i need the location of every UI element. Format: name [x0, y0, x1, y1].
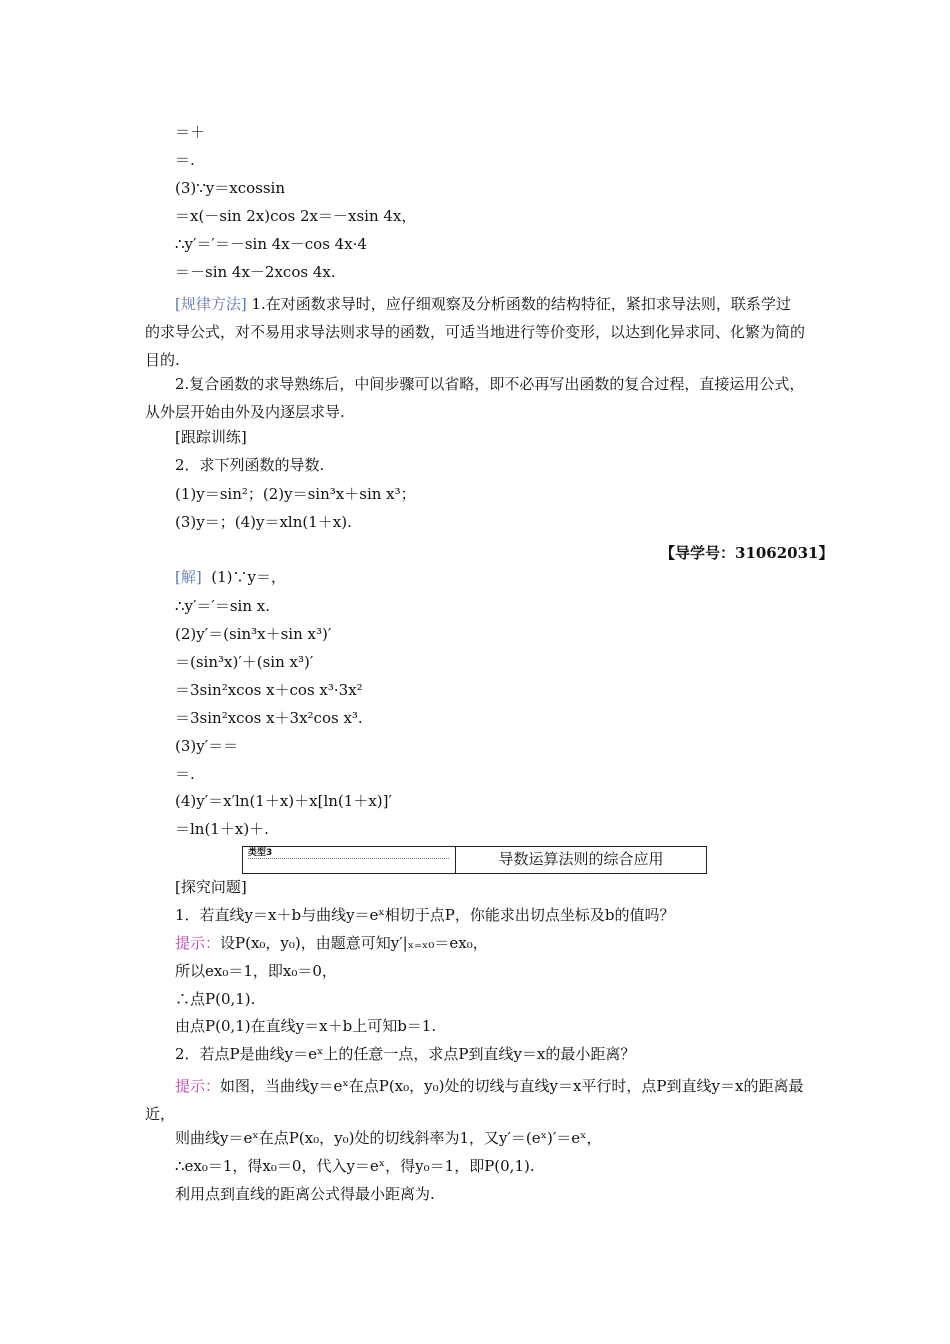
hint-label: 提示：	[175, 1077, 221, 1095]
dotted-divider	[248, 858, 449, 859]
type-label-cell	[243, 847, 456, 873]
solution-line: ＝3sin²xcos x＋3x²cos x³.	[175, 709, 363, 727]
solution-line: ＝(sin³x)′＋(sin x³)′	[175, 653, 314, 671]
text-line: ＝.	[175, 151, 195, 169]
method-tag: [规律方法]	[175, 295, 247, 313]
reference-number: 【导学号：31062031】	[660, 544, 834, 562]
hint-label: 提示：	[175, 934, 221, 952]
hint-line: 提示：设P(x₀，y₀)，由题意可知y′|ₓ₌ₓ₀＝ex₀，	[175, 934, 488, 952]
method-paragraph-1: [规律方法] 1.在对函数求导时，应仔细观察及分析函数的结构特征，紧扣求导法则，联系学过的求导公式，对不易用求导法则求导的函数，可适当地进行等价变形，以达到化异求同、化繁为简的目的.	[145, 295, 806, 369]
question-part: (1)y＝sin²；(2)y＝sin³x＋sin x³；	[175, 485, 416, 503]
hint-line: 则曲线y＝eˣ在点P(x₀，y₀)处的切线斜率为1，又y′＝(eˣ)′＝eˣ，	[175, 1129, 602, 1147]
hint-line: ∴点P(0,1).	[175, 990, 256, 1008]
hint-line: 利用点到直线的距离公式得最小距离为.	[175, 1185, 435, 1203]
question-part: (3)y＝；(4)y＝xln(1＋x).	[175, 513, 352, 531]
solution-tag: [解]	[175, 568, 202, 586]
solution-line: (3)y′＝＝	[175, 737, 239, 755]
method-paragraph-2: 2.复合函数的求导熟练后，中间步骤可以省略，即不必再写出函数的复合过程，直接运用公式，从外层开始由外及内逐层求导.	[145, 375, 805, 421]
solution-line: ∴y′＝′＝sin x.	[175, 597, 270, 615]
hint-line: 所以ex₀＝1，即x₀＝0，	[175, 962, 337, 980]
section-header: [跟踪训练]	[175, 428, 247, 446]
hint-line: 由点P(0,1)在直线y＝x＋b上可知b＝1.	[175, 1017, 437, 1035]
text-line: ＝x(－sin 2x)cos 2x＝－xsin 4x，	[175, 207, 417, 225]
section-type-box	[242, 846, 707, 874]
question: 2．若点P是曲线y＝eˣ上的任意一点，求点P到直线y＝x的最小距离？	[175, 1045, 636, 1063]
type-title: 导数运算法则的综合应用	[498, 850, 664, 868]
hint-line: ∴ex₀＝1，得x₀＝0，代入y＝eˣ，得y₀＝1，即P(0,1).	[175, 1157, 535, 1175]
question: 2．求下列函数的导数.	[175, 456, 325, 474]
solution-line: ＝3sin²xcos x＋cos x³·3x²	[175, 681, 363, 699]
solution-line: (4)y′＝x′ln(1＋x)＋x[ln(1＋x)]′	[175, 792, 392, 810]
text-line: (3)∵y＝xcossin	[175, 179, 286, 197]
solution-line: (2)y′＝(sin³x＋sin x³)′	[175, 625, 332, 643]
section-header: [探究问题]	[175, 878, 247, 896]
solution-line: ＝.	[175, 765, 195, 783]
type-label: 类型3	[248, 848, 273, 858]
text-line: ∴y′＝′＝－sin 4x－cos 4x·4	[175, 235, 367, 253]
hint-paragraph: 提示：如图，当曲线y＝eˣ在点P(x₀，y₀)处的切线与直线y＝x平行时，点P到直线y＝x的距离最近，	[145, 1077, 804, 1123]
solution-line: [解] (1)∵y＝，	[175, 568, 286, 586]
solution-line: ＝ln(1＋x)＋.	[175, 820, 269, 838]
text-line: ＝＋	[175, 123, 206, 141]
question: 1．若直线y＝x＋b与曲线y＝eˣ相切于点P，你能求出切点坐标及b的值吗？	[175, 906, 675, 924]
text-line: ＝－sin 4x－2xcos 4x.	[175, 263, 336, 281]
